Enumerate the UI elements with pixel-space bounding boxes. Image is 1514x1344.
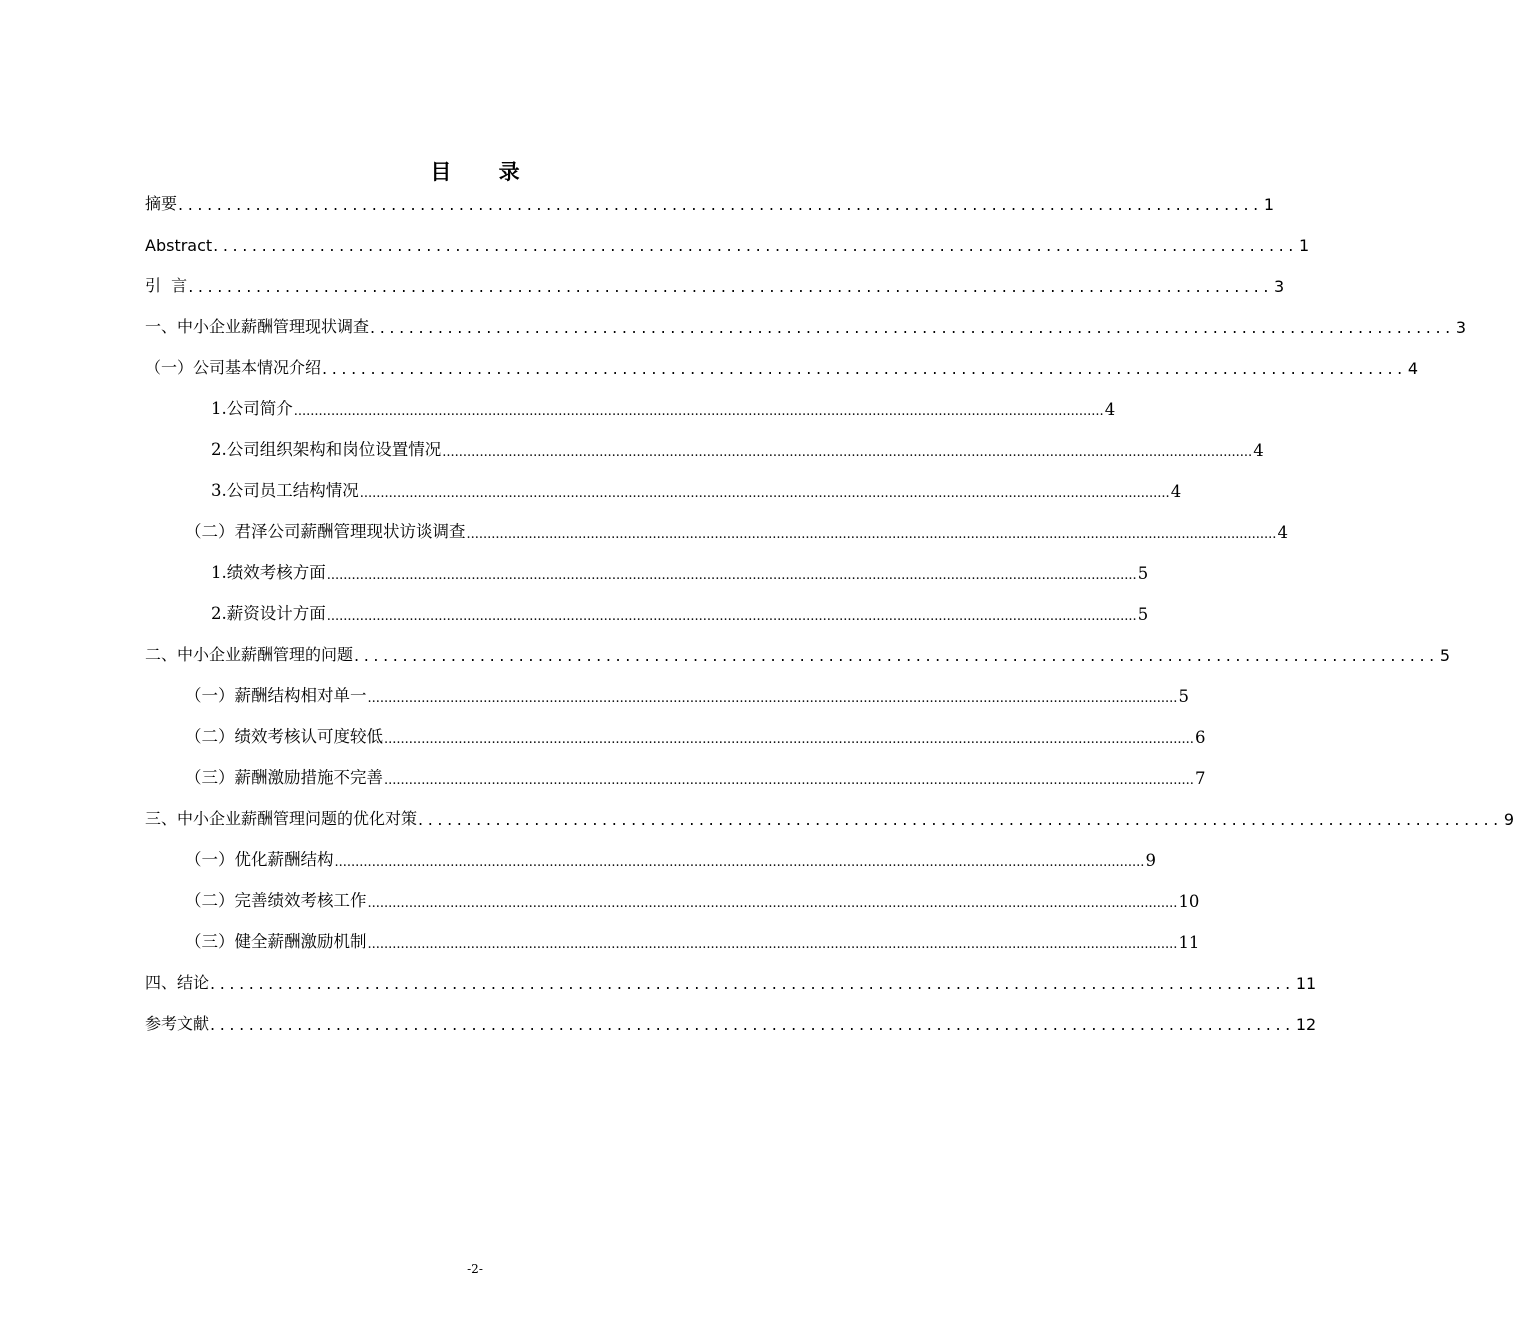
toc-entry-1-1[interactable] [145,354,1419,378]
dot-leader: .................................................................................................................................................................................................... [384,773,1194,788]
toc-entry-label: 1.绩效考核方面 [211,563,326,582]
dot-leader: .................................................................................................................................................................................................... [367,896,1178,911]
toc-entry-1-2-1[interactable] [211,559,1149,583]
toc-entry-3-2[interactable] [185,887,1200,911]
dot-leader: ................................................................................................................ [210,1015,1295,1034]
dot-leader: .................................................................................................................................................................................................... [359,486,1170,501]
toc-entry-label: （一）优化薪酬结构 [185,850,334,869]
toc-entry-chapter-1[interactable] [145,313,1467,337]
toc-entry-page: 7 [1194,769,1206,788]
toc-entry-label: 三、中小企业薪酬管理问题的优化对策 [145,809,418,828]
dot-leader: .................................................................................................................................................................................................... [442,445,1253,460]
dot-leader: .................................................................................................................................................................................................... [293,404,1104,419]
page-number-footer: -2- [467,1262,483,1276]
toc-entry-chapter-3[interactable] [145,805,1514,829]
dot-leader: .................................................................................................................................................................................................... [466,527,1277,542]
toc-entry-label: 引 言 [145,276,188,295]
toc-entry-label: （三）薪酬激励措施不完善 [185,768,383,787]
toc-entry-label: 2.公司组织架构和岗位设置情况 [211,440,442,459]
toc-entry-1-1-2[interactable] [211,436,1264,460]
toc-entry-page: 4 [1253,441,1264,460]
toc-entry-2-2[interactable] [185,723,1206,747]
toc-entry-label: （三）健全薪酬激励机制 [185,932,367,951]
toc-entry-label: 参考文献 [145,1014,210,1033]
toc-entry-2-3[interactable] [185,764,1206,788]
toc-entry-label: （一）公司基本情况介绍 [145,358,322,377]
toc-entry-label: Abstract [145,236,213,255]
toc-entry-3-1[interactable] [185,846,1156,870]
toc-entry-page: 5 [1137,605,1149,624]
toc-entry-label: （二）完善绩效考核工作 [185,891,367,910]
toc-entry-introduction[interactable] [145,272,1285,296]
dot-leader: ................................................................................................................ [210,974,1295,993]
toc-entry-label: 二、中小企业薪酬管理的问题 [145,645,354,664]
dot-leader: .................................................................................................................................................................................................... [367,937,1178,952]
dot-leader: ................................................................................................................ [213,236,1298,255]
dot-leader: ................................................................................................................ [354,646,1439,665]
toc-entry-page: 9 [1145,851,1156,870]
toc-entry-label: 3.公司员工结构情况 [211,481,359,500]
dot-leader: ................................................................................................................ [188,277,1274,296]
toc-entry-page: 12 [1295,1015,1317,1034]
toc-entry-label: 2.薪资设计方面 [211,604,326,623]
toc-entry-page: 5 [1439,646,1451,665]
toc-entry-page: 5 [1178,687,1189,706]
toc-entry-label: 一、中小企业薪酬管理现状调查 [145,317,370,336]
dot-leader: ................................................................................................................ [322,359,1407,378]
toc-entry-label: 1.公司简介 [211,399,293,418]
toc-entry-page: 4 [1407,359,1419,378]
toc-entry-page: 5 [1137,564,1149,583]
dot-leader: .................................................................................................................................................................................................... [334,855,1145,870]
toc-entry-label: （二）君泽公司薪酬管理现状访谈调查 [185,522,466,541]
toc-entry-3-3[interactable] [185,928,1200,952]
dot-leader: .................................................................................................................................................................................................... [367,691,1178,706]
toc-entry-label: （一）薪酬结构相对单一 [185,686,367,705]
toc-entry-page: 3 [1455,318,1467,337]
toc-entry-1-2-2[interactable] [211,600,1149,624]
toc-entry-2-1[interactable] [185,682,1189,706]
toc-entry-page: 11 [1295,974,1317,993]
toc-entry-page: 1 [1263,195,1275,214]
toc-entry-page: 1 [1299,236,1310,255]
toc-entry-label: 四、结论 [145,973,210,992]
toc-entry-page: 4 [1170,482,1182,501]
toc-entry-chapter-4[interactable] [145,969,1317,993]
dot-leader: ................................................................................................................ [418,810,1503,829]
dot-leader: ................................................................................................................ [370,318,1455,337]
toc-entry-1-2[interactable] [185,518,1288,542]
toc-entry-references[interactable] [145,1010,1317,1034]
dot-leader: .................................................................................................................................................................................................... [384,732,1194,747]
toc-entry-abstract-en[interactable] [145,231,1310,255]
toc-entry-1-1-3[interactable] [211,477,1182,501]
toc-entry-page: 9 [1503,810,1514,829]
toc-entry-page: 10 [1178,892,1200,911]
toc-entry-page: 6 [1194,728,1206,747]
dot-leader: .................................................................................................................................................................................................... [326,568,1137,583]
toc-entry-page: 11 [1178,933,1200,952]
toc-entry-label: 摘要 [145,194,178,213]
toc-entry-page: 3 [1274,277,1285,296]
toc-entry-chapter-2[interactable] [145,641,1451,665]
toc-entry-label: （二）绩效考核认可度较低 [185,727,383,746]
dot-leader: .................................................................................................................................................................................................... [326,609,1137,624]
toc-entry-page: 4 [1104,400,1116,419]
toc-title: 目 录 [430,160,540,184]
toc-entry-1-1-1[interactable] [211,395,1116,419]
dot-leader: ................................................................................................................ [178,195,1263,214]
toc-entry-abstract-cn[interactable] [145,190,1275,214]
toc-entry-page: 4 [1277,523,1288,542]
